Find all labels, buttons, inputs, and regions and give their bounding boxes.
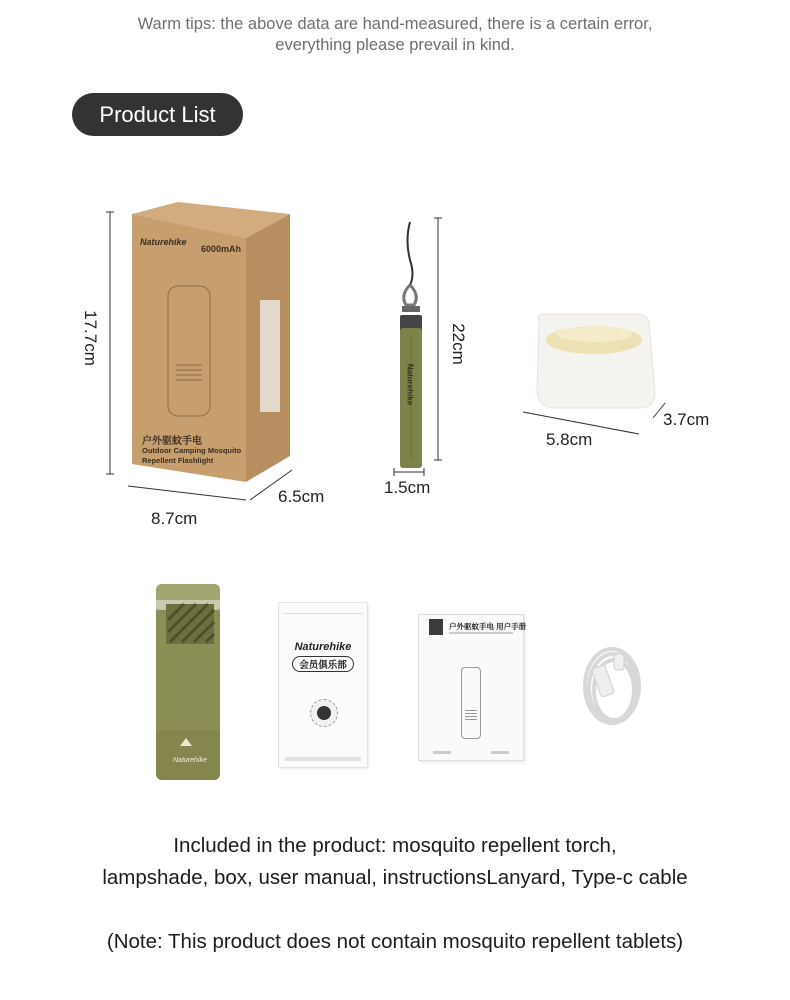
box-name-en-1: Outdoor Camping Mosquito xyxy=(142,446,242,455)
warm-tips-line-2: everything please prevail in kind. xyxy=(275,36,515,54)
lanyard-brand: Naturehike xyxy=(405,363,415,406)
box-name-cn: 户外驱蚊手电 xyxy=(142,436,202,447)
membership-card-title: 会员俱乐部 xyxy=(292,656,354,672)
box-name-en-2: Repellent Flashlight xyxy=(142,456,214,465)
cable-type-c-plug xyxy=(614,654,624,670)
product-list-heading: Product List xyxy=(72,93,243,136)
manual-title: 户外驱蚊手电 用户手册 xyxy=(449,622,527,631)
user-manual xyxy=(418,614,527,761)
lampshade-width-label: 5.8cm xyxy=(546,430,593,449)
warm-tips xyxy=(0,14,790,56)
note-text: (Note: This product does not contain mosquito repellent tablets) xyxy=(106,930,684,953)
included-line-1: Included in the product: mosquito repellent torch, xyxy=(173,834,617,857)
box-depth-label: 6.5cm xyxy=(278,487,325,506)
membership-card-brand: Naturehike xyxy=(294,641,352,653)
manual-logo-icon xyxy=(429,619,443,635)
box-capacity: 6000mAh xyxy=(201,244,242,254)
membership-card xyxy=(278,602,368,768)
qr-code-icon xyxy=(310,699,338,727)
warm-tips-line-1: Warm tips: the above data are hand-measured, there is a certain error, xyxy=(137,15,653,33)
lampshade-depth-label: 3.7cm xyxy=(663,410,710,429)
manual-torch-illustration xyxy=(461,667,481,739)
type-c-cable-image xyxy=(578,636,648,736)
torch-brand: Naturehike xyxy=(173,757,207,764)
lanyard-length-label: 22cm xyxy=(449,323,468,365)
box-width-dimension-line xyxy=(128,486,246,500)
box-brand: Naturehike xyxy=(140,237,187,247)
lanyard-width-label: 1.5cm xyxy=(384,478,431,497)
lanyard-hook xyxy=(404,285,417,305)
box-width-label: 8.7cm xyxy=(151,509,198,528)
box-side-label xyxy=(260,300,280,412)
included-line-2: lampshade, box, user manual, instructionsLanyard, Type-c cable xyxy=(102,866,688,889)
torch-image xyxy=(150,580,230,785)
box-height-label: 17.7cm xyxy=(81,310,100,366)
